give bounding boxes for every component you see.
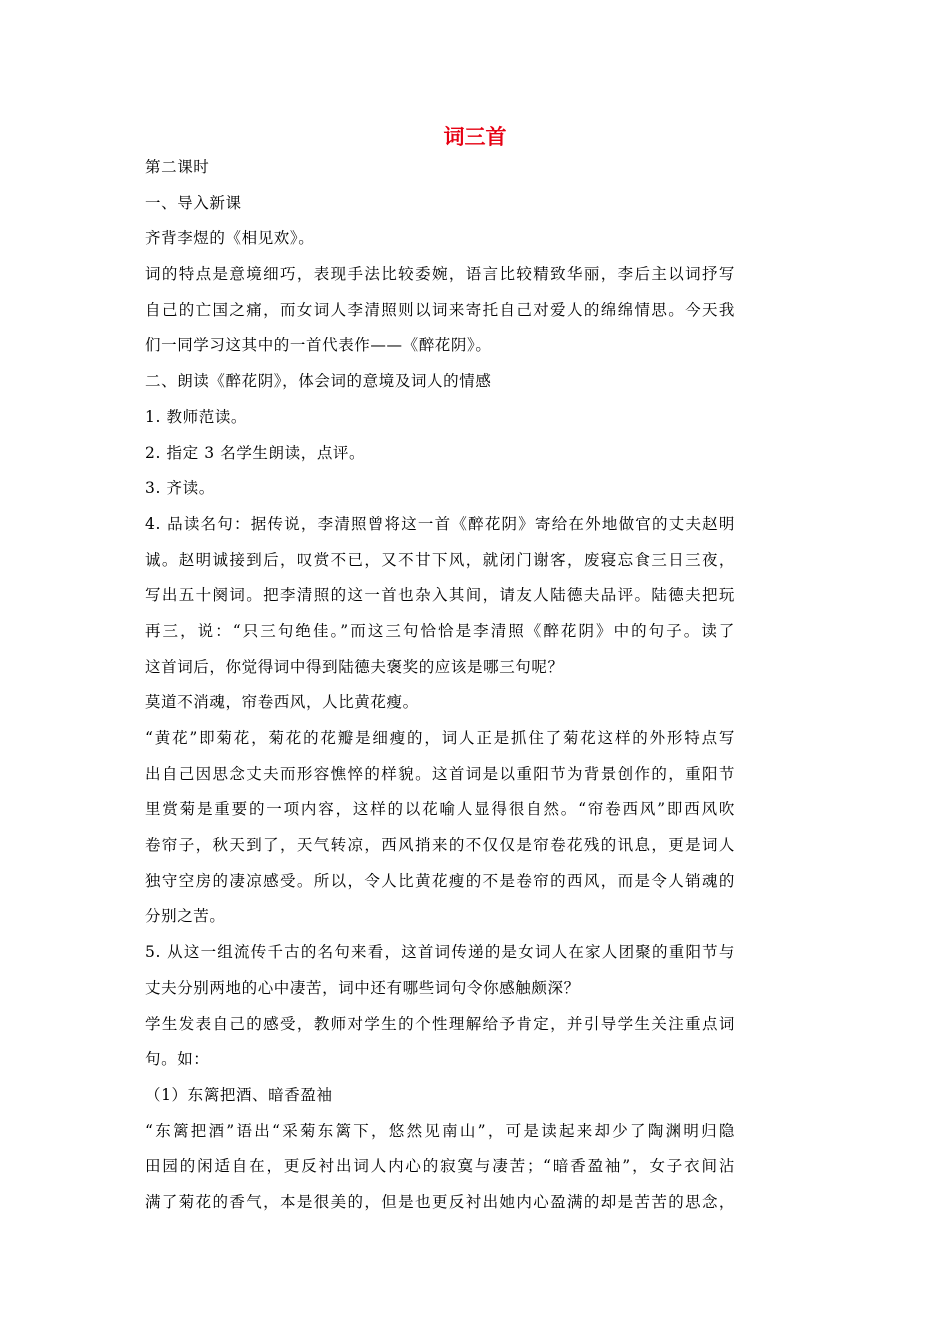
text-line: 丈夫分别两地的心中凄苦，词中还有哪些词句令你感触颇深？ bbox=[145, 978, 580, 997]
text-line: 第二课时 bbox=[145, 158, 210, 176]
text-line: 1. 教师范读。 bbox=[145, 407, 248, 426]
text-line: 出自己因思念丈夫而形容憔悴的样貌。这首词是以重阳节为背景创作的，重阳节 bbox=[145, 764, 735, 783]
text-line: （1）东篱把酒、暗香盈袖 bbox=[145, 1085, 333, 1104]
text-line: 写出五十阕词。把李清照的这一首也杂入其间，请友人陆德夫品评。陆德夫把玩 bbox=[145, 586, 735, 605]
text-line: 3. 齐读。 bbox=[145, 479, 215, 498]
text-line: 词的特点是意境细巧，表现手法比较委婉，语言比较精致华丽，李后主以词抒写 bbox=[145, 265, 735, 284]
text-line: 满了菊花的香气，本是很美的，但是也更反衬出她内心盈满的却是苦苦的思念， bbox=[145, 1192, 735, 1211]
document-body bbox=[145, 150, 735, 1221]
text-line: 二、朗读《醉花阴》，体会词的意境及词人的情感 bbox=[145, 372, 492, 391]
text-line: 莫道不消魂，帘卷西风，人比黄花瘦。 bbox=[145, 693, 419, 712]
text-line: 自己的亡国之痛，而女词人李清照则以词来寄托自己对爱人的绵绵情思。今天我 bbox=[145, 300, 735, 319]
text-line: 句。如： bbox=[145, 1050, 210, 1069]
text-line: 独守空房的凄凉感受。所以，令人比黄花瘦的不是卷帘的西风，而是令人销魂的 bbox=[145, 871, 735, 890]
text-line: 诚。赵明诚接到后，叹赏不已，又不甘下风，就闭门谢客，废寝忘食三日三夜， bbox=[145, 550, 735, 569]
text-line: 4. 品读名句：据传说，李清照曾将这一首《醉花阴》寄给在外地做官的丈夫赵明 bbox=[145, 514, 735, 533]
text-line: 再三，说：“只三句绝佳。”而这三句恰恰是李清照《醉花阴》中的句子。读了 bbox=[145, 621, 735, 640]
text-line: 们一同学习这其中的一首代表作——《醉花阴》。 bbox=[145, 336, 492, 355]
text-line: 齐背李煜的《相见欢》。 bbox=[145, 229, 315, 248]
document-title: 词三首 bbox=[443, 125, 507, 149]
text-line: 2. 指定 3 名学生朗读，点评。 bbox=[145, 443, 366, 462]
text-line: 里赏菊是重要的一项内容，这样的以花喻人显得很自然。“帘卷西风”即西风吹 bbox=[145, 800, 735, 819]
text-line: “东篱把酒”语出“采菊东篱下，悠然见南山”，可是读起来却少了陶渊明归隐 bbox=[145, 1121, 735, 1140]
text-line: 5. 从这一组流传千古的名句来看，这首词传递的是女词人在家人团聚的重阳节与 bbox=[145, 943, 735, 962]
text-line: “黄花”即菊花，菊花的花瓣是细瘦的，词人正是抓住了菊花这样的外形特点写 bbox=[145, 729, 735, 747]
text-line: 田园的闲适自在，更反衬出词人内心的寂寞与凄苦；“暗香盈袖”，女子衣间沾 bbox=[145, 1157, 735, 1176]
text-line: 一、导入新课 bbox=[145, 193, 242, 212]
text-line: 分别之苦。 bbox=[145, 907, 226, 926]
text-line: 学生发表自己的感受，教师对学生的个性理解给予肯定，并引导学生关注重点词 bbox=[145, 1014, 735, 1033]
text-line: 卷帘子，秋天到了，天气转凉，西风捎来的不仅仅是帘卷花残的讯息，更是词人 bbox=[145, 836, 735, 855]
text-line: 这首词后，你觉得词中得到陆德夫褒奖的应该是哪三句呢？ bbox=[145, 657, 564, 676]
